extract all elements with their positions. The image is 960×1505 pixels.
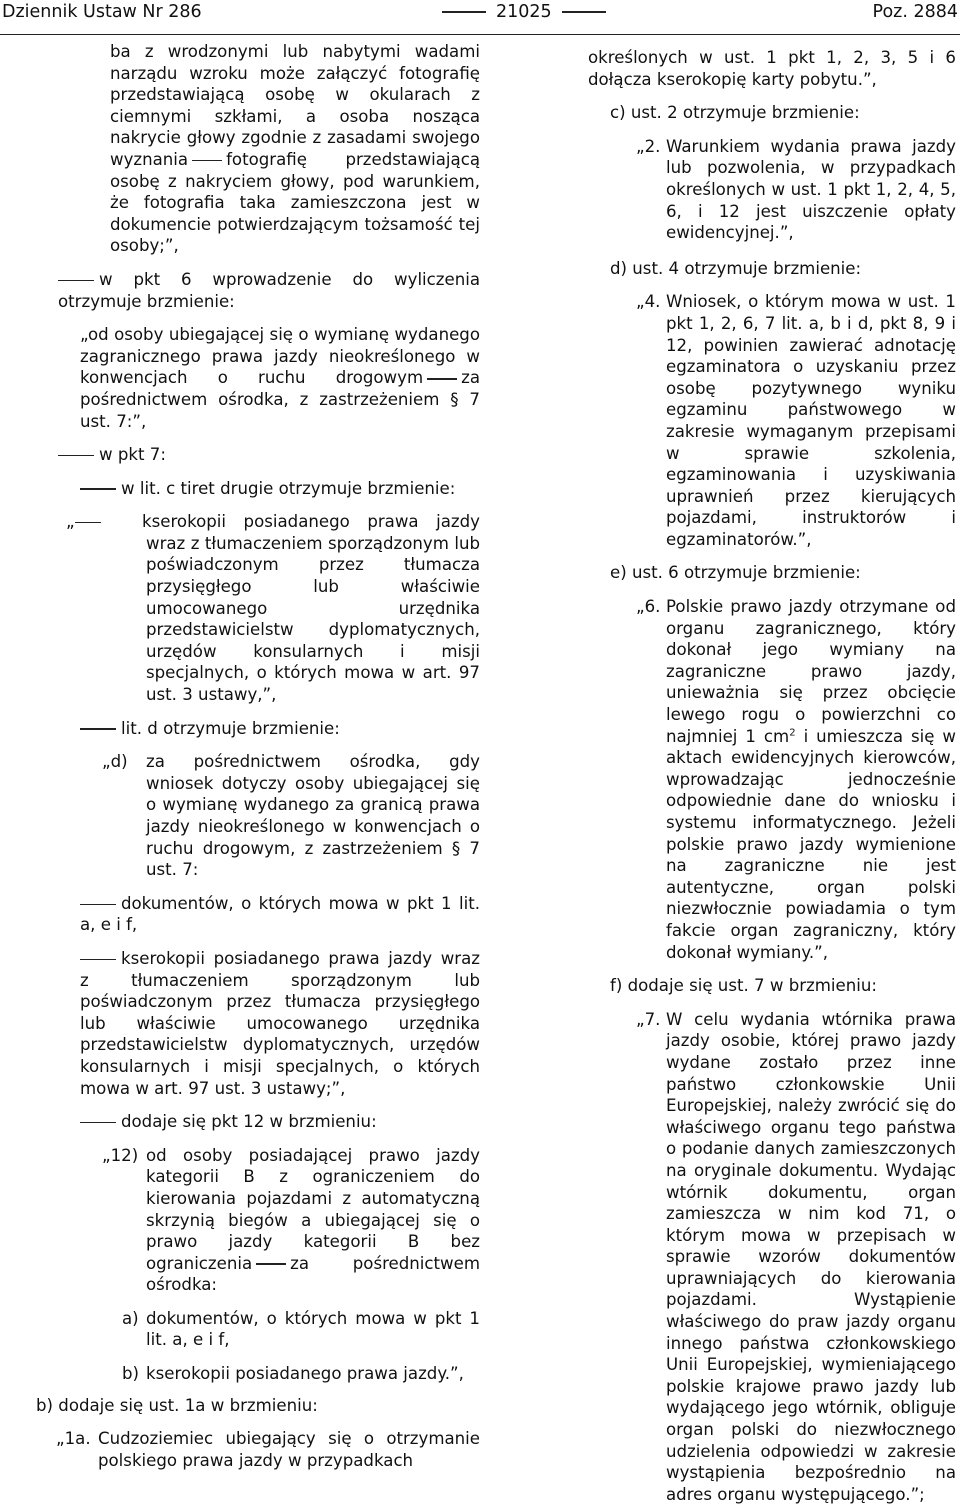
paragraph-continuation bbox=[588, 47, 956, 90]
paragraph-text: b) dodaje się ust. 1a w brzmieniu: bbox=[36, 1395, 318, 1415]
paragraph-text: ba z wrodzonymi lub nabytymi wadami narządu wzroku może załączyć fotografię przedstawiającą osobę w okularach z ciemnymi szkłami, a osoba nosząca nakrycie głowy zgodnie z zasadami swojego wyznania bbox=[110, 42, 480, 169]
paragraph-text: kserokopii posiadanego prawa jazdy wraz z tłumaczeniem sporządzonym lub poświadczonym przez tłumacza przysięgłego lub właściwie umocowanego urzędnika przedstawicielstw dyplomatycznych, urzędów konsularnych i misji specjalnych, o których mowa w art. 97 ust. 3 ustawy,”, bbox=[142, 512, 480, 705]
paragraph-add-pkt12 bbox=[80, 1111, 480, 1133]
item-label: „4. bbox=[636, 292, 661, 312]
item-label: „7. bbox=[636, 1009, 661, 1029]
paragraph-text: Cudzoziemiec ubiegający się o otrzymanie polskiego prawa jazdy w przypadkach bbox=[98, 1429, 480, 1470]
opening-quote-dash: „ bbox=[106, 511, 142, 533]
em-dash bbox=[80, 1122, 116, 1123]
paragraph-ust-7-text bbox=[636, 1009, 956, 1505]
paragraph-text: c) ust. 2 otrzymuje brzmienie: bbox=[610, 103, 860, 123]
em-dash bbox=[192, 160, 222, 161]
paragraph-text: określonych w ust. 1 pkt 1, 2, 3, 5 i 6 dołącza kserokopię karty pobytu.”, bbox=[588, 48, 956, 89]
paragraph-text: dokumentów, o których mowa w pkt 1 lit. a, e i f, bbox=[146, 1308, 480, 1350]
em-dash bbox=[58, 455, 94, 456]
paragraph-text: od osoby posiadającej prawo jazdy kategorii B z ograniczeniem do kierowania pojazdami z automatyczną skrzynią biegów a ubiegającej się o prawo jazdy kategorii B bez ograniczenia bbox=[146, 1145, 480, 1273]
item-label: „6. bbox=[636, 597, 661, 617]
paragraph-ust-4-text bbox=[636, 291, 956, 550]
item-label: „1a. bbox=[56, 1429, 91, 1449]
em-dash bbox=[80, 959, 116, 960]
right-column bbox=[582, 41, 956, 1505]
paragraph-ust-7 bbox=[610, 975, 956, 997]
left-column bbox=[0, 41, 480, 1471]
page-number bbox=[432, 0, 616, 24]
paragraph-ust-2 bbox=[610, 102, 956, 124]
paragraph-text-continued: fotografię przedstawiającą osobę z nakryciem głowy, pod warunkiem, że fotografia taka zamieszczona jest w dokumencie potwierdzającym tożsamość tej osoby;”, bbox=[110, 149, 480, 256]
paragraph-lit-c-text bbox=[66, 511, 480, 705]
em-dash bbox=[58, 280, 94, 281]
paragraph-lit-d-text bbox=[102, 751, 480, 881]
item-label: „12) bbox=[102, 1145, 139, 1165]
paragraph-text: „od osoby ubiegającej się o wymianę wydanego zagranicznego prawa jazdy nieokreślonego w konwencjach o ruchu drogowym bbox=[80, 325, 480, 388]
paragraph-text: dodaje się pkt 12 w brzmieniu: bbox=[121, 1112, 377, 1132]
paragraph-ust-4 bbox=[610, 258, 956, 280]
paragraph-pkt6 bbox=[58, 269, 480, 312]
paragraph-text: Polskie prawo jazdy otrzymane od organu zagranicznego, który dokonał jego wymiany na zagraniczne prawo jazdy, unieważnia się przez obcięcie lewego rogu o powierzchni co najmniej 1 cm bbox=[666, 597, 956, 746]
paragraph-text: w pkt 7: bbox=[99, 445, 166, 465]
paragraph-text: za pośrednictwem ośrodka, gdy wniosek dotyczy osoby ubiegającej się o wymianę wydanego za granicą prawa jazdy nieokreślonego w konwencjach o ruchu drogowym, z zastrzeżeniem § 7 ust. 7: bbox=[146, 752, 480, 880]
paragraph-photo-exceptions bbox=[110, 41, 480, 257]
paragraph-lit-d bbox=[80, 718, 480, 740]
paragraph-ust-1a-text bbox=[56, 1428, 480, 1471]
em-dash bbox=[256, 1263, 286, 1264]
paragraph-ust-1a bbox=[36, 1395, 480, 1417]
paragraph-pkt12-text bbox=[102, 1145, 480, 1296]
paragraph-text: Wniosek, o którym mowa w ust. 1 pkt 1, 2, 6, 7 lit. a, b i d, pkt 8, 9 i 12, powinien zawierać adnotację egzaminatora o uzyskaniu przez osobę pozytywnego wyniku egzaminu państwowego w zakresie wymaganym przepisami w sprawie szkolenia, egzaminowania i uzyskiwania uprawnień przez kierujących pojazdami, instruktorów i egzaminatorów.”, bbox=[666, 292, 956, 549]
item-label: b) bbox=[122, 1364, 140, 1384]
em-dash bbox=[427, 378, 457, 379]
page-header bbox=[0, 0, 960, 35]
paragraph-text: dokumentów, o których mowa w pkt 1 lit. a, e i f, bbox=[80, 893, 480, 935]
page-number-value: 21025 bbox=[496, 2, 552, 22]
position-number: Poz. 2884 bbox=[872, 2, 958, 22]
paragraph-text: w lit. c tiret drugie otrzymuje brzmienie: bbox=[121, 478, 456, 498]
paragraph-pkt6-text bbox=[80, 324, 480, 432]
paragraph-text-continued: za pośrednictwem ośrodka, z zastrzeżeniem § 7 ust. 7:”, bbox=[80, 368, 480, 431]
item-label: „d) bbox=[102, 752, 128, 772]
paragraph-ust-6 bbox=[610, 562, 956, 584]
em-dash bbox=[80, 488, 116, 489]
paragraph-text: kserokopii posiadanego prawa jazdy wraz z tłumaczeniem sporządzonym lub poświadczonym przez tłumacza przysięgłego lub właściwie umocowanego urzędnika przedstawicielstw dyplomatycznych, urzędów konsularnych i misji specjalnych, o których mowa w art. 97 ust. 3 ustawy;”, bbox=[80, 948, 480, 1098]
paragraph-copy-license bbox=[80, 948, 480, 1099]
paragraph-pkt12-a bbox=[122, 1308, 480, 1351]
paragraph-text: Warunkiem wydania prawa jazdy lub pozwolenia, w przypadkach określonych w ust. 1 pkt 1, 2, 4, 5, 6, i 12 jest uiszczenie opłaty ewidencyjnej.”, bbox=[666, 136, 956, 243]
paragraph-text: w pkt 6 wprowadzenie do wyliczenia otrzymuje brzmienie: bbox=[58, 269, 480, 311]
page-number-dash-left bbox=[442, 11, 486, 13]
journal-title: Dziennik Ustaw Nr 286 bbox=[2, 2, 202, 22]
paragraph-text: e) ust. 6 otrzymuje brzmienie: bbox=[610, 563, 861, 583]
paragraph-text: lit. d otrzymuje brzmienie: bbox=[121, 718, 340, 738]
em-dash bbox=[80, 728, 116, 729]
paragraph-text: kserokopii posiadanego prawa jazdy.”, bbox=[146, 1364, 464, 1384]
paragraph-text: d) ust. 4 otrzymuje brzmienie: bbox=[610, 258, 862, 278]
paragraph-pkt12-b bbox=[122, 1363, 480, 1385]
paragraph-text-continued: za pośrednictwem ośrodka: bbox=[146, 1253, 480, 1295]
paragraph-ust-2-text bbox=[636, 136, 956, 244]
item-label: a) bbox=[122, 1308, 139, 1328]
page-number-dash-right bbox=[562, 11, 606, 13]
paragraph-documents bbox=[80, 893, 480, 936]
paragraph-lit-c bbox=[80, 478, 480, 500]
paragraph-ust-6-text bbox=[636, 596, 956, 963]
item-label: „2. bbox=[636, 136, 661, 156]
paragraph-pkt7 bbox=[58, 444, 480, 466]
paragraph-text-continued: i umieszcza się w aktach ewidencyjnych kierowców, wprowadzając jednocześnie odpowiednie dane do wniosku i systemu informatycznego. Jeżeli polskie prawo jazdy wymienione na zagraniczne nie jest autentyczne, organ polski niezwłocznie powiadamia o tym fakcie organ zagraniczny, który dokonał wymiany.”, bbox=[666, 726, 956, 962]
superscript: 2 bbox=[789, 727, 796, 739]
em-dash bbox=[80, 904, 116, 905]
paragraph-text: W celu wydania wtórnika prawa jazdy osobie, której prawo jazdy wydane zostało przez inne państwo członkowskie Unii Europejskiej, należy zwrócić się do właściwego organu tego państwa o podanie danych zamieszczonych na oryginale dokumentu. Wydając wtórnik dokumentu, organ zamieszcza w nim kod 71, o którym mowa w przepisach w sprawie wzorów dokumentów uprawniających do kierowania pojazdami. Wystąpienie właściwego do praw jazdy organu innego państwa członkowskiego Unii Europejskiej, wymieniającego polskie krajowe prawo jazdy lub wydającego jego wtórnik, obliguje organ polski do niezwłocznego udzielenia odpowiedzi w zakresie wystąpienia bezpośrednio na adres organu występującego.”; bbox=[666, 1009, 956, 1504]
paragraph-text: f) dodaje się ust. 7 w brzmieniu: bbox=[610, 976, 877, 996]
